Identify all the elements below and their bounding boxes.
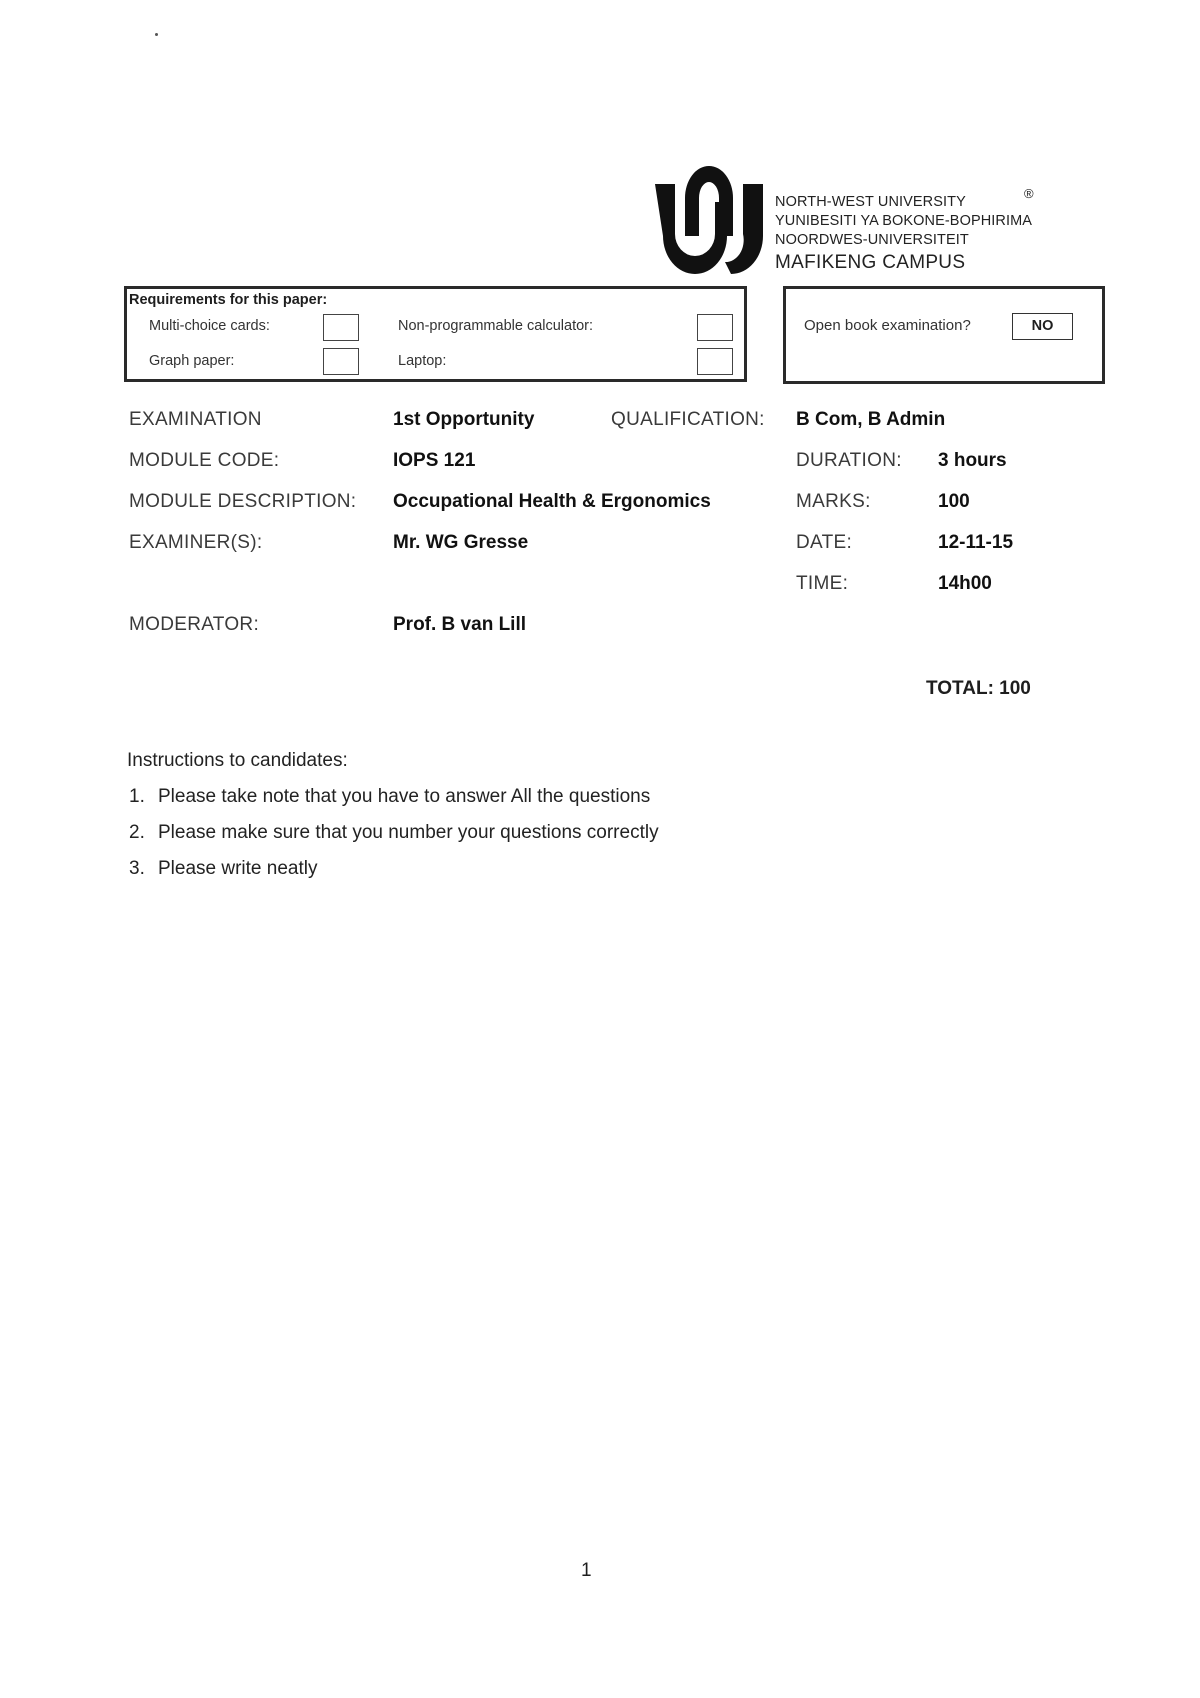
open-book-label: Open book examination?	[804, 317, 971, 334]
instruction-number: 1.	[129, 786, 145, 807]
instruction-item	[129, 858, 317, 880]
total-marks: TOTAL: 100	[926, 678, 1031, 699]
requirement-label-calculator: Non-programmable calculator:	[398, 318, 594, 334]
requirement-label-laptop: Laptop:	[398, 353, 447, 369]
instruction-text: Please make sure that you number your questions correctly	[158, 822, 659, 843]
university-logo-icon	[655, 162, 763, 274]
checkbox-calculator[interactable]	[697, 314, 733, 341]
module-description-value: Occupational Health & Ergonomics	[393, 491, 711, 512]
requirement-label-graph-paper: Graph paper:	[149, 353, 235, 369]
campus-name: MAFIKENG CAMPUS	[775, 252, 966, 273]
instruction-text: Please write neatly	[158, 858, 318, 879]
instruction-number: 3.	[129, 858, 145, 879]
examiner-value: Mr. WG Gresse	[393, 532, 529, 553]
university-name-line: NORTH-WEST UNIVERSITY	[775, 194, 966, 210]
module-description-label: MODULE DESCRIPTION:	[129, 491, 357, 512]
date-label: DATE:	[796, 532, 853, 553]
moderator-label: MODERATOR:	[129, 614, 260, 635]
instruction-item	[129, 822, 659, 844]
checkbox-laptop[interactable]	[697, 348, 733, 375]
instruction-item	[129, 786, 650, 808]
checkbox-multi-choice[interactable]	[323, 314, 359, 341]
university-name	[775, 193, 1032, 275]
instruction-number: 2.	[129, 822, 145, 843]
registered-mark: ®	[1024, 186, 1034, 201]
module-code-value: IOPS 121	[393, 450, 476, 471]
open-book-value: NO	[1012, 313, 1073, 340]
university-name-line: YUNIBESITI YA BOKONE-BOPHIRIMA	[775, 213, 1033, 229]
instruction-text: Please take note that you have to answer All the questions	[158, 786, 651, 807]
duration-value: 3 hours	[938, 450, 1007, 471]
examination-label: EXAMINATION	[129, 409, 262, 430]
module-code-label: MODULE CODE:	[129, 450, 280, 471]
university-name-line: NOORDWES-UNIVERSITEIT	[775, 232, 969, 248]
qualification-label: QUALIFICATION:	[611, 409, 765, 430]
duration-label: DURATION:	[796, 450, 902, 471]
checkbox-graph-paper[interactable]	[323, 348, 359, 375]
date-value: 12-11-15	[938, 532, 1014, 553]
time-label: TIME:	[796, 573, 849, 594]
instructions-title: Instructions to candidates:	[127, 750, 348, 771]
time-value: 14h00	[938, 573, 992, 594]
requirement-label-multi-choice: Multi-choice cards:	[149, 318, 270, 334]
scan-speck	[155, 33, 158, 36]
qualification-value: B Com, B Admin	[796, 409, 946, 430]
requirements-title: Requirements for this paper:	[129, 292, 328, 308]
page-number: 1	[581, 1560, 592, 1581]
examiner-label: EXAMINER(S):	[129, 532, 263, 553]
examination-value: 1st Opportunity	[393, 409, 535, 430]
marks-label: MARKS:	[796, 491, 871, 512]
marks-value: 100	[938, 491, 970, 512]
moderator-value: Prof. B van Lill	[393, 614, 527, 635]
